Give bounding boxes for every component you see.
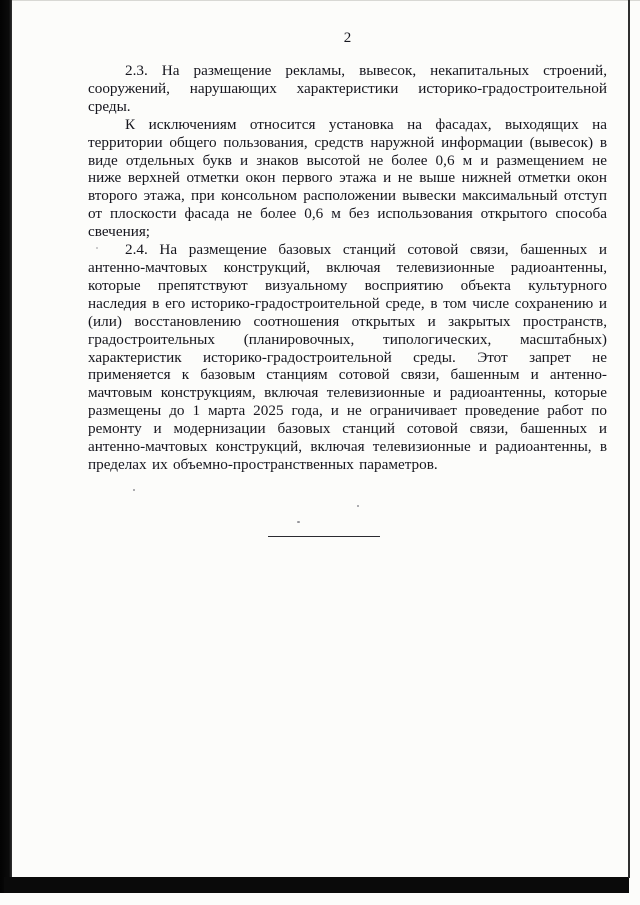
paragraph-2-4: 2.4. На размещение базовых станций сотовой связи, башенных и антенно-мачтовых конструкций, включая телевизионные радиоантенны, которые препятствуют визуальному восприятию объекта культурного наследия в его историко-градостроительной среде, в том числе сохранению и (или) восстановлению соотношения открытых и закрытых пространств, градостроительных (планировочных, типологических, масштабных) характеристик историко-градостроительной среды. Этот запрет не применяется к базовым станциям сотовой связи, башенным и антенно-мачтовым конструкциям, включая телевизионные и радиоантенны, которые размещены до 1 марта 2025 года, и не ограничивает проведение работ по ремонту и модернизации базовых станций сотовой связи, башенных и антенно-мачтовых конструкций, включая телевизионные и радиоантенны, в пределах их объемно-пространственных параметров. xyxy=(88,241,607,473)
scan-edge-left xyxy=(0,0,12,893)
scan-speck xyxy=(357,505,359,507)
document-body xyxy=(88,62,607,474)
separator-line xyxy=(268,536,380,537)
scan-edge-bottom xyxy=(4,877,629,893)
scan-speck xyxy=(96,247,98,249)
scan-edge-right xyxy=(628,0,630,878)
page-number: 2 xyxy=(343,30,352,46)
scan-speck xyxy=(133,489,135,491)
scan-speck xyxy=(297,521,300,523)
scan-edge-top xyxy=(0,0,640,1)
paragraph-2-3: 2.3. На размещение рекламы, вывесок, некапитальных строений, сооружений, нарушающих характеристики историко-градостроительной среды. xyxy=(88,62,607,115)
paragraph-exceptions: К исключениям относится установка на фасадах, выходящих на территории общего пользования, средств наружной информации (вывесок) в виде отдельных букв и знаков высотой не более 0,6 м и размещением не ниже верхней отметки окон первого этажа и не выше нижней отметки окон второго этажа, при консольном расположении вывески максимальный отступ от плоскости фасада не более 0,6 м без использования открытого способа свечения; xyxy=(88,115,607,241)
